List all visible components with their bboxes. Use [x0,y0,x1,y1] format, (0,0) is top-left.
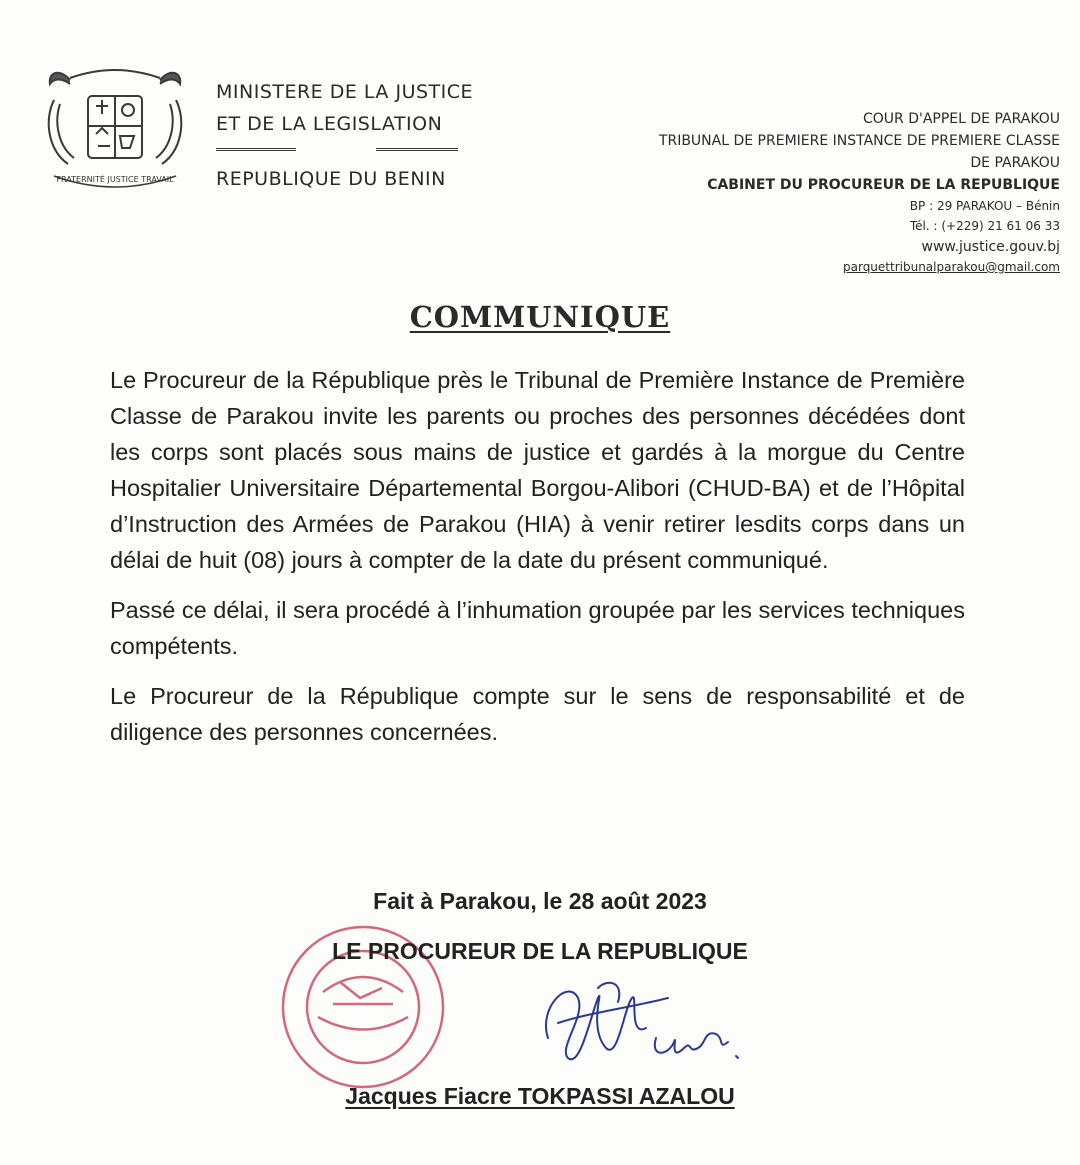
court-tribunal: TRIBUNAL DE PREMIERE INSTANCE DE PREMIERE CLASSE [658,133,1060,149]
court-website: www.justice.gouv.bj [921,239,1060,255]
signatory-role: LE PROCUREUR DE LA REPUBLIQUE [332,938,748,964]
benin-coat-of-arms-icon [40,60,190,195]
paragraph-2: Passé ce délai, il sera procédé à l’inhumation groupée par les services techniques compétents. [110,597,965,659]
ministry-name-line2: ET DE LA LEGISLATION [216,113,443,135]
paragraph-3: Le Procureur de la République compte sur le sens de responsabilité et de diligence des personnes concernées. [110,683,965,745]
divider [376,148,458,151]
ministry-header [216,76,476,190]
place-date: Fait à Parakou, le 28 août 2023 [373,888,707,914]
court-header [560,108,1060,276]
court-email: parquettribunalparakou@gmail.com [843,260,1060,274]
paragraph-1: Le Procureur de la République près le Tribunal de Première Instance de Première Classe de Parakou invite les parents ou proches des personnes décédées dont les corps sont placés sous mains de justice et gardés à la morgue du Centre Hospitalier Universitaire Départemental Borgou-Alibori (CHUD-BA) et de l’Hôpital d’Instruction des Armées de Parakou (HIA) à venir retirer lesdits corps dans un délai de huit (08) jours à compter de la date du présent communiqué. [110,367,965,573]
court-cabinet: CABINET DU PROCUREUR DE LA REPUBLIQUE [707,177,1060,193]
document-title: COMMUNIQUE [409,300,671,334]
document-body [110,362,965,764]
court-appeal: COUR D'APPEL DE PARAKOU [862,111,1060,127]
coat-motto: FRATERNITÉ JUSTICE TRAVAIL [56,175,174,184]
signatory-name: Jacques Fiacre TOKPASSI AZALOU [345,1083,735,1109]
country-name: REPUBLIQUE DU BENIN [216,168,446,190]
court-phone: Tél. : (+229) 21 61 06 33 [909,219,1060,233]
court-city: DE PARAKOU [970,155,1060,171]
court-address: BP : 29 PARAKOU – Bénin [909,199,1060,213]
handwritten-signature-icon [528,968,758,1078]
divider [216,148,296,151]
ministry-name-line1: MINISTERE DE LA JUSTICE [216,81,474,103]
